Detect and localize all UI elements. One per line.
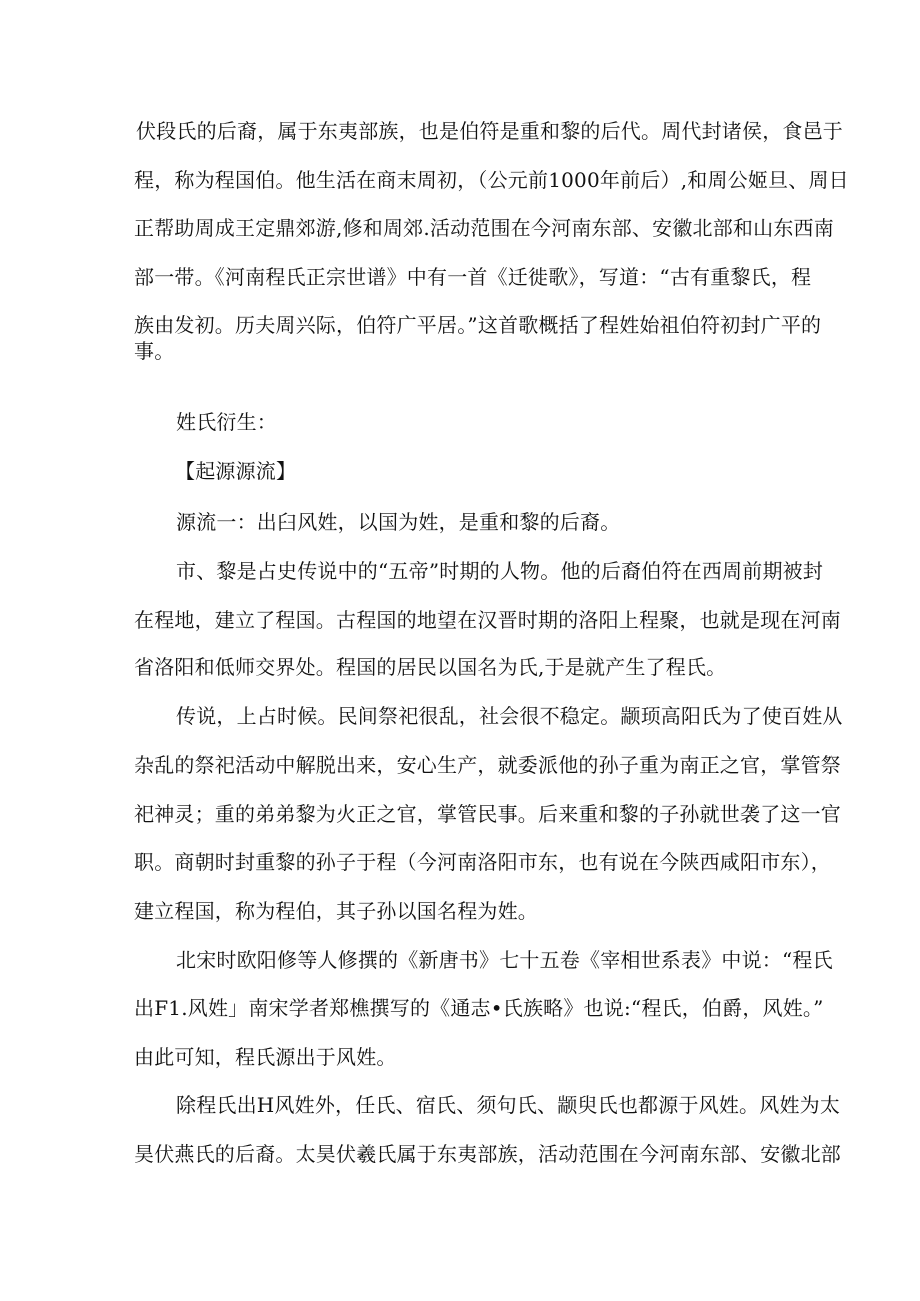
text-line: 传说，上占时候。民间祭祀很乱，社会很不稳定。颛顼高阳氏为了使百姓从	[176, 704, 843, 728]
section-heading: 【起源源流】	[175, 459, 297, 483]
text-line: 出F1.风姓」南宋学者郑樵撰写的《通志•氏族略》也说:“程氏，伯爵，风姓。”	[134, 996, 824, 1020]
text-line: 部一带。《河南程氏正宗世谱》中有一首《迁徙歌》，写道：“古有重黎氏，程	[134, 265, 812, 289]
text-line: 职。商朝时封重黎的孙子于程（今河南洛阳市东，也有说在今陕西咸阳市东），	[134, 850, 831, 874]
text-line: 除程氏出H风姓外，任氏、宿氏、须句氏、颛臾氏也都源于风姓。风姓为太	[176, 1093, 841, 1117]
text-line: 祀神灵；重的弟弟黎为火正之官，掌管民事。后来重和黎的子孙就世袭了这一官	[134, 802, 841, 826]
text-line: 伏段氏的后裔，属于东夷部族，也是伯符是重和黎的后代。周代封诸侯，食邑于	[136, 119, 843, 143]
text-line: 昊伏燕氏的后裔。太昊伏羲氏属于东夷部族，活动范围在今河南东部、安徽北部	[134, 1142, 841, 1166]
text-line: 北宋时欧阳修等人修撰的《新唐书》七十五卷《宰相世系表》中说：“程氏	[176, 948, 833, 972]
text-line: 省洛阳和低师交界处。程国的居民以国名为氏,于是就产生了程氏。	[134, 655, 727, 679]
text-line: 事。	[134, 339, 175, 363]
text-line: 正帮助周成王定鼎郊游,修和周郊.活动范围在今河南东部、安徽北部和山东西南	[134, 216, 834, 240]
text-line: 源流一：出臼风姓，以国为姓，是重和黎的后裔。	[176, 510, 621, 534]
text-line: 在程地，建立了程国。古程国的地望在汉晋时期的洛阳上程聚，也就是现在河南	[134, 608, 841, 632]
text-line: 杂乱的祭祀活动中解脱出来，安心生产，就委派他的孙子重为南正之官，掌管祭	[134, 753, 841, 777]
section-label: 姓氏衍生：	[176, 410, 277, 434]
text-line: 程，称为程国伯。他生活在商末周初，（公元前1000年前后）,和周公姬旦、周日	[134, 168, 849, 192]
text-line: 市、黎是占史传说中的“五帝”时期的人物。他的后裔伯符在西周前期被封	[176, 559, 824, 583]
text-line: 建立程国，称为程伯，其子孙以国名程为姓。	[134, 899, 538, 923]
text-line: 族由发初。历夫周兴际，伯符广平居。”这首歌概括了程姓始祖伯符初封广平的	[134, 313, 822, 337]
text-line: 由此可知，程氏源出于风姓。	[134, 1045, 397, 1069]
